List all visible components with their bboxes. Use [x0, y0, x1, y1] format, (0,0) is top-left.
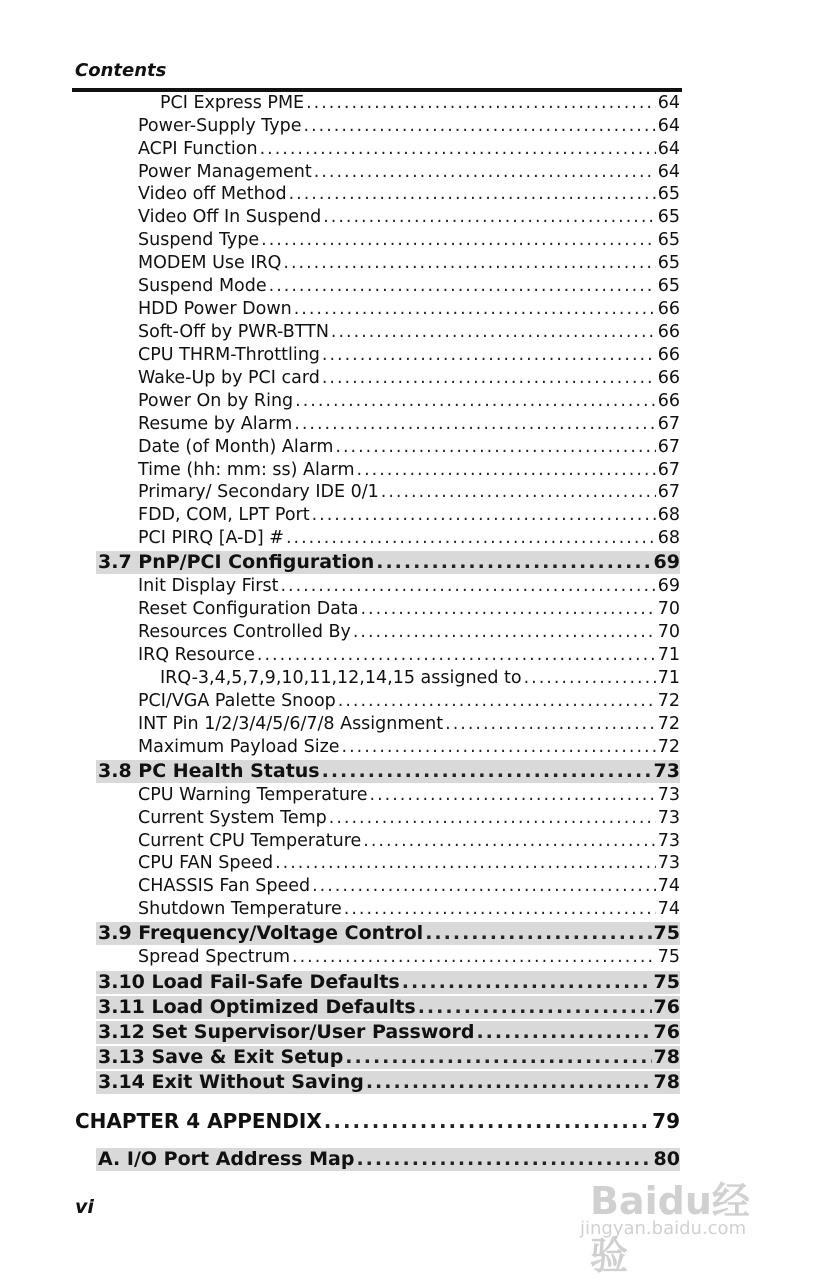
dot-leader [304, 116, 656, 136]
toc-entry-page: 74 [657, 876, 680, 896]
toc-entry-page: 69 [657, 576, 680, 596]
toc-appendix-title: A. I/O Port Address Map [98, 1148, 355, 1170]
toc-entry[interactable] [138, 391, 680, 413]
toc-entry-title: Power-Supply Type [138, 116, 302, 136]
toc-entry-title: IRQ Resource [138, 645, 255, 665]
dot-leader [312, 505, 656, 525]
toc-entry-title: PCI PIRQ [A-D] # [138, 528, 284, 548]
dot-leader [376, 551, 651, 573]
dot-leader [312, 876, 656, 896]
dot-leader [356, 1148, 651, 1170]
toc-entry[interactable] [138, 345, 680, 367]
toc-entry-page: 71 [657, 668, 680, 688]
toc-section-3-8[interactable] [96, 760, 680, 783]
toc-entry[interactable] [138, 785, 680, 807]
dot-leader [322, 760, 652, 782]
toc-entry-page: 66 [657, 368, 680, 388]
dot-leader [260, 139, 656, 159]
toc-section-page: 78 [653, 1071, 680, 1093]
dot-leader [322, 345, 656, 365]
dot-leader [345, 1046, 651, 1068]
dot-leader [329, 808, 656, 828]
toc-entry-title: CPU Warning Temperature [138, 785, 368, 805]
toc-entry[interactable] [138, 230, 680, 252]
toc-section-3-9[interactable] [96, 922, 680, 945]
toc-entry-page: 64 [657, 162, 680, 182]
dot-leader [294, 299, 656, 319]
dot-leader [280, 576, 655, 596]
toc-entry-page: 67 [657, 437, 680, 457]
toc-entry-title: Current System Temp [138, 808, 327, 828]
toc-entry[interactable] [138, 253, 680, 275]
dot-leader [338, 691, 656, 711]
toc-entry[interactable] [138, 691, 680, 713]
toc-section-page: 78 [653, 1046, 680, 1068]
toc-section-title: 3.14 Exit Without Saving [98, 1071, 364, 1093]
toc-entry[interactable] [138, 576, 680, 598]
toc-section-title: 3.10 Load Fail-Safe Defaults [98, 971, 400, 993]
toc-section-3-12[interactable] [96, 1021, 680, 1044]
toc-entry[interactable] [138, 414, 680, 436]
header-divider [72, 88, 682, 92]
dot-leader [295, 391, 656, 411]
dot-leader [283, 253, 655, 273]
toc-entry-title: Date (of Month) Alarm [138, 437, 334, 457]
toc-entry-page: 71 [657, 645, 680, 665]
toc-chapter-title: CHAPTER 4 APPENDIX [75, 1109, 322, 1133]
dot-leader [342, 737, 656, 757]
toc-entry-page: 68 [657, 505, 680, 525]
toc-entry[interactable] [138, 460, 680, 482]
toc-entry[interactable] [138, 876, 680, 898]
dot-leader [261, 230, 656, 250]
toc-entry-page: 70 [657, 622, 680, 642]
toc-section-page: 75 [653, 971, 680, 993]
toc-entry-title: Suspend Type [138, 230, 260, 250]
toc-entry-title: Suspend Mode [138, 276, 267, 296]
toc-section-3-10[interactable] [96, 971, 680, 994]
dot-leader [476, 1021, 651, 1043]
toc-entry-title: CHASSIS Fan Speed [138, 876, 311, 896]
toc-entry[interactable] [138, 139, 680, 161]
toc-entry-page: 73 [657, 853, 680, 873]
toc-entry-page: 66 [657, 299, 680, 319]
toc-entry-title: IRQ-3,4,5,7,9,10,11,12,14,15 assigned to [160, 668, 522, 688]
toc-entry[interactable] [160, 668, 680, 690]
dot-leader [335, 437, 655, 457]
dot-leader [381, 482, 656, 502]
toc-entry-title: INT Pin 1/2/3/4/5/6/7/8 Assignment [138, 714, 444, 734]
page-number: vi [75, 1196, 94, 1218]
toc-section-3-13[interactable] [96, 1046, 680, 1069]
toc-entry-page: 65 [657, 184, 680, 204]
toc-chapter-page: 79 [652, 1109, 680, 1133]
dot-leader [294, 414, 655, 434]
toc-entry[interactable] [138, 437, 680, 459]
toc-section-title: 3.11 Load Optimized Defaults [98, 996, 416, 1018]
dot-leader [292, 947, 656, 967]
dot-leader [524, 668, 656, 688]
toc-entry-title: Resources Controlled By [138, 622, 351, 642]
toc-entry-title: CPU THRM-Throttling [138, 345, 320, 365]
toc-entry-page: 64 [657, 93, 680, 113]
toc-section-page: 73 [653, 760, 680, 782]
toc-entry-title: Maximum Payload Size [138, 737, 340, 757]
toc-entry-title: Resume by Alarm [138, 414, 293, 434]
dot-leader [363, 831, 655, 851]
toc-entry[interactable] [138, 276, 680, 298]
toc-entry[interactable] [138, 528, 680, 550]
dot-leader [257, 645, 656, 665]
toc-entry-title: FDD, COM, LPT Port [138, 505, 310, 525]
toc-entry-page: 66 [657, 345, 680, 365]
toc-entry[interactable] [138, 299, 680, 321]
toc-entry-page: 75 [657, 947, 680, 967]
toc-entry-title: Shutdown Temperature [138, 899, 342, 919]
toc-entry-title: Spread Spectrum [138, 947, 290, 967]
watermark-url: jingyan.baidu.com [580, 1218, 747, 1239]
toc-section-title: 3.9 Frequency/Voltage Control [98, 922, 424, 944]
dot-leader [370, 785, 656, 805]
toc-entry[interactable] [138, 116, 680, 138]
toc-entry-title: Video off Method [138, 184, 287, 204]
dot-leader [322, 368, 656, 388]
toc-entry[interactable] [138, 737, 680, 759]
toc-entry[interactable] [138, 831, 680, 853]
toc-entry[interactable] [138, 714, 680, 736]
toc-entry-page: 67 [657, 482, 680, 502]
toc-chapter-4[interactable] [75, 1109, 680, 1131]
toc-entry[interactable] [138, 162, 680, 184]
toc-entry[interactable] [138, 645, 680, 667]
toc-entry-page: 64 [657, 116, 680, 136]
toc-entry-page: 65 [657, 253, 680, 273]
toc-entry-title: PCI/VGA Palette Snoop [138, 691, 336, 711]
toc-entry-page: 65 [657, 207, 680, 227]
toc-entry-page: 66 [657, 391, 680, 411]
toc-entry-title: Reset Configuration Data [138, 599, 359, 619]
watermark-logo: Baidu经验 [590, 1179, 750, 1278]
toc-entry-title: Time (hh: mm: ss) Alarm [138, 460, 355, 480]
toc-entry[interactable] [138, 482, 680, 504]
dot-leader [324, 1109, 650, 1133]
toc-entry-page: 73 [657, 808, 680, 828]
toc-entry[interactable] [138, 207, 680, 229]
toc-appendix-page: 80 [653, 1148, 680, 1170]
toc-section-page: 75 [653, 922, 680, 944]
dot-leader [445, 714, 656, 734]
dot-leader [306, 93, 656, 113]
toc-entry-page: 74 [657, 899, 680, 919]
toc-entry-title: Init Display First [138, 576, 279, 596]
toc-entry-title: Power On by Ring [138, 391, 294, 411]
dot-leader [331, 322, 656, 342]
dot-leader [323, 207, 656, 227]
toc-entry[interactable] [138, 368, 680, 390]
toc-entry-page: 67 [657, 414, 680, 434]
toc-entry-title: PCI Express PME [160, 93, 305, 113]
toc-entry-title: Current CPU Temperature [138, 831, 362, 851]
toc-entry[interactable] [138, 505, 680, 527]
toc-entry-title: Soft-Off by PWR-BTTN [138, 322, 329, 342]
watermark [580, 1170, 780, 1278]
dot-leader [275, 853, 656, 873]
toc-entry[interactable] [138, 184, 680, 206]
toc-entry-page: 70 [657, 599, 680, 619]
toc-entry[interactable] [138, 599, 680, 621]
toc-entry-page: 64 [657, 139, 680, 159]
toc-entry-page: 68 [657, 528, 680, 548]
toc-entry-page: 72 [657, 691, 680, 711]
dot-leader [269, 276, 656, 296]
dot-leader [353, 622, 656, 642]
toc-entry-page: 73 [657, 785, 680, 805]
toc-entry-page: 73 [657, 831, 680, 851]
toc-section-title: 3.7 PnP/PCI Configuration [98, 551, 375, 573]
toc-section-page: 76 [653, 996, 680, 1018]
toc-section-page: 69 [653, 551, 680, 573]
dot-leader [402, 971, 652, 993]
toc-entry[interactable] [138, 322, 680, 344]
dot-leader [366, 1071, 652, 1093]
toc-section-3-11[interactable] [96, 996, 680, 1019]
toc-entry[interactable] [138, 808, 680, 830]
toc-entry-title: Wake-Up by PCI card [138, 368, 320, 388]
page-header-title: Contents [75, 60, 167, 81]
toc-entry-page: 65 [657, 230, 680, 250]
toc-section-title: 3.13 Save & Exit Setup [98, 1046, 344, 1068]
dot-leader [286, 528, 656, 548]
toc-entry-page: 72 [657, 714, 680, 734]
toc-appendix-a[interactable] [96, 1148, 680, 1171]
toc-section-title: 3.12 Set Supervisor/User Password [98, 1021, 475, 1043]
toc-section-title: 3.8 PC Health Status [98, 760, 320, 782]
dot-leader [425, 922, 651, 944]
toc-entry-title: HDD Power Down [138, 299, 292, 319]
toc-entry[interactable] [160, 93, 680, 115]
toc-entry-title: CPU FAN Speed [138, 853, 274, 873]
toc-entry-page: 67 [657, 460, 680, 480]
toc-entry-page: 72 [657, 737, 680, 757]
dot-leader [344, 899, 656, 919]
toc-entry-title: Power Management [138, 162, 312, 182]
toc-entry[interactable] [138, 622, 680, 644]
toc-entry-title: Video Off In Suspend [138, 207, 322, 227]
toc-section-3-14[interactable] [96, 1071, 680, 1094]
dot-leader [314, 162, 656, 182]
toc-entry-page: 65 [657, 276, 680, 296]
dot-leader [289, 184, 656, 204]
toc-entry-title: ACPI Function [138, 139, 258, 159]
toc-entry[interactable] [138, 853, 680, 875]
toc-entry[interactable] [138, 899, 680, 921]
toc-entry-page: 66 [657, 322, 680, 342]
toc-entry[interactable] [138, 947, 680, 969]
toc-section-3-7[interactable] [96, 551, 680, 574]
toc-section-page: 76 [653, 1021, 680, 1043]
toc-entry-title: MODEM Use IRQ [138, 253, 282, 273]
dot-leader [360, 599, 655, 619]
dot-leader [357, 460, 656, 480]
dot-leader [418, 996, 652, 1018]
toc-entry-title: Primary/ Secondary IDE 0/1 [138, 482, 379, 502]
